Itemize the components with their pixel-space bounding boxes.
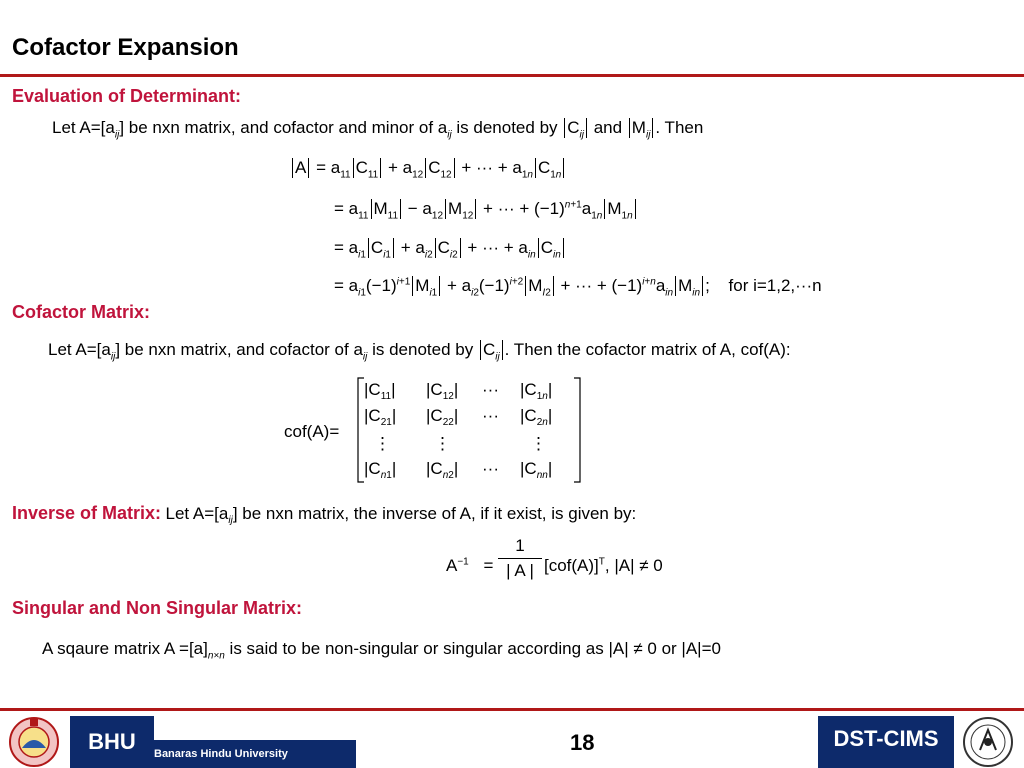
university-name: Banaras Hindu University: [154, 740, 356, 768]
svg-text:|C2n|: $|C_{2n}|$: [520, 406, 553, 428]
svg-text:|C12|: $|C_{12}|$: [426, 380, 459, 402]
svg-text:|Cnn|: $|C_{nn}|$: [520, 459, 553, 481]
sing-text: A sqaure matrix $A =[a]_{n\times n}$ is said to be non-singular or singular according as |A| ≠ 0 or |A|=0: [42, 639, 721, 662]
inv-line: Inverse of Matrix: Let $A=[a_{ij}]$ be nxn matrix, the inverse of A, if it exist, is given by:: [12, 503, 637, 527]
svg-text:|C1n|: $|C_{1n}|$: [520, 380, 553, 402]
det-equation-line-4: = $a_{i1}(-1)^{i+1}$ $M_{i1} + a_{i2}(-1)^{i+2}$ $M_{I2}$ + ··· + $(-1)^{i+n}a_{in}$ $M_{in}$ ; for i=1,2,···n: [334, 276, 822, 299]
det-heading: Evaluation of Determinant:: [12, 86, 242, 106]
svg-text:···: ···: [482, 459, 499, 478]
svg-text:|C21|: $|C_{21}|$: [364, 406, 397, 428]
title-divider: [0, 74, 1024, 77]
footer-divider: [0, 708, 1024, 711]
svg-text:|C22|: $|C_{22}|$: [426, 406, 459, 428]
det-for-range: for i=1,2,···n: [728, 276, 822, 295]
inverse-fraction: 1 | A |: [498, 536, 542, 581]
slide-title: Cofactor Expansion: [12, 34, 239, 61]
svg-text:···: ···: [482, 406, 499, 425]
det-intro: Let $A=[a_{ij}]$ be nxn matrix, and cofactor and minor of $a_{ij}$ is denoted by $C_{ij}$ and $M_{ij}$ . Then: [52, 118, 704, 141]
det-equation-line-3: = $a_{i1}$ $C_{i1} + a_{i2}$ $C_{i2}$ + ··· + $a_{in}$ $C_{in}$: [334, 238, 566, 260]
page-number: 18: [570, 730, 595, 755]
cof-label: cof(A)=: [284, 422, 340, 441]
svg-text:|C11|: $|C_{11}|$: [364, 380, 396, 402]
cof-heading: Cofactor Matrix:: [12, 302, 151, 322]
dst-cims-logo-icon: [960, 712, 1016, 768]
inverse-formula: $A^{-1}$ =: [446, 556, 494, 575]
cof-matrix: [354, 374, 584, 486]
bhu-logo-icon: [6, 712, 62, 768]
svg-text:⋮: ⋮: [434, 434, 451, 453]
bhu-badge: BHU: [70, 716, 154, 768]
inv-heading: Inverse of Matrix:: [12, 503, 162, 523]
svg-text:⋮: ⋮: [374, 434, 391, 453]
svg-text:···: ···: [482, 380, 499, 399]
svg-text:|Cn1|: $|C_{n1}|$: [364, 459, 397, 481]
det-equation-line-2: = $a_{11}$ $M_{11} - a_{12}$ $M_{12}$ + ··· + $(-1)^{n+1}a_{1n}$ $M_{1n}$: [334, 199, 638, 221]
svg-text:|Cn2|: $|C_{n2}|$: [426, 459, 459, 481]
dst-cims-badge: DST-CIMS: [818, 716, 954, 768]
cof-intro: Let $A=[a_{ij}]$ be nxn matrix, and cofactor of $a_{ij}$ is denoted by $C_{ij}$ . Then the cofactor matrix of A, cof(A):: [48, 340, 791, 363]
det-equation-line-1: $A = a_{11}$ $C_{11} + a_{12}$ $C_{12}$ + ··· + $a_{1n}$ $C_{1n}$: [290, 158, 566, 180]
svg-text:⋮: ⋮: [530, 434, 547, 453]
inverse-rhs: $[cof(A)]^T$, |A| ≠ 0: [544, 556, 663, 575]
sing-heading: Singular and Non Singular Matrix:: [12, 598, 303, 618]
